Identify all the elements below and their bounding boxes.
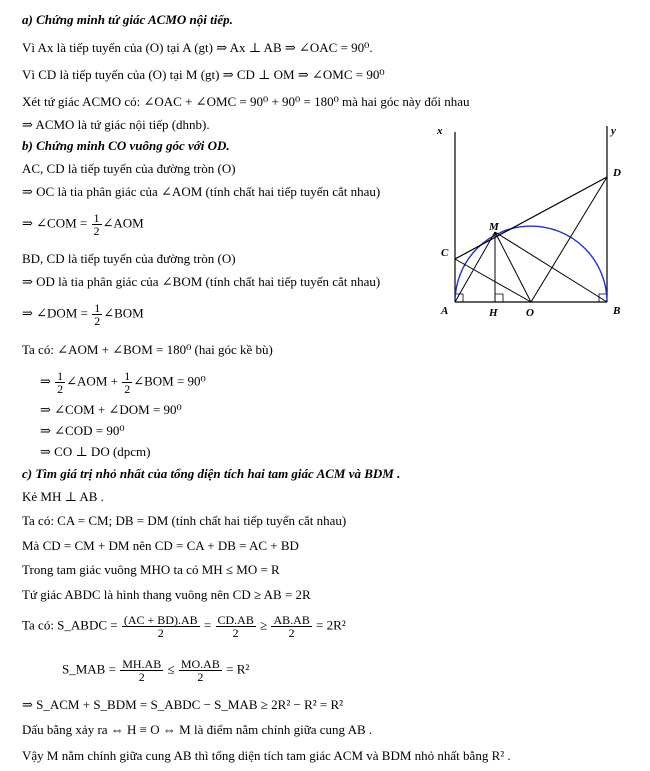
- segment-do: [531, 177, 607, 302]
- text-line: Xét tứ giác ACMO có: ∠OAC + ∠OMC = 90⁰ + 90⁰ = 180⁰ mà hai góc này đối nhau: [22, 94, 470, 109]
- section-heading: b) Chứng minh CO vuông góc với OD.: [22, 138, 230, 153]
- section-heading: a) Chứng minh tứ giác ACMO nội tiếp.: [22, 12, 233, 27]
- formula-half-sum: ⇒ $\frac{1}{2}$ ∠AOM + $\frac{1}{2}$ ∠BOM = 90⁰: [40, 369, 206, 396]
- label-m: M: [489, 221, 499, 233]
- right-angle-h: [495, 294, 503, 302]
- formula-dom: ⇒ ∠DOM = $\frac{1}{2}$ ∠BOM: [22, 301, 144, 328]
- text-line: ⇒ CO ⊥ DO (dpcm): [40, 444, 151, 459]
- label-h: H: [489, 307, 498, 319]
- text-line: Ta có: ∠AOM + ∠BOM = 180⁰ (hai góc kề bù): [22, 342, 273, 357]
- geometry-figure: [425, 122, 640, 322]
- text-line: Vậy M nằm chính giữa cung AB thì tổng diện tích tam giác ACM và BDM nhỏ nhất bằng R² .: [22, 748, 511, 763]
- segment-ma: [455, 232, 495, 302]
- semicircle-o: [455, 226, 607, 302]
- text-line: ⇒ ∠COM + ∠DOM = 90⁰: [40, 402, 182, 417]
- text-line: Tứ giác ABDC là hình thang vuông nên CD ≥ AB = 2R: [22, 587, 311, 602]
- text-line: Vì Ax là tiếp tuyến của (O) tại A (gt) ⇒ Ax ⊥ AB ⇒ ∠OAC = 90⁰.: [22, 40, 373, 55]
- text-line: AC, CD là tiếp tuyến của đường tròn (O): [22, 161, 236, 176]
- text-line: Mà CD = CM + DM nên CD = CA + DB = AC + BD: [22, 538, 299, 553]
- text-line: Kẻ MH ⊥ AB .: [22, 489, 104, 504]
- text-line: Ta có: CA = CM; DB = DM (tính chất hai tiếp tuyến cắt nhau): [22, 513, 347, 528]
- label-d: D: [613, 167, 621, 179]
- section-heading: c) Tìm giá trị nhỏ nhất của tổng diện tích hai tam giác ACM và BDM .: [22, 466, 401, 481]
- label-y: y: [611, 125, 616, 137]
- text-line: BD, CD là tiếp tuyến của đường tròn (O): [22, 251, 236, 266]
- label-x: x: [437, 125, 443, 137]
- text-line: ⇒ OD là tia phân giác của ∠BOM (tính chất hai tiếp tuyến cắt nhau): [22, 274, 381, 289]
- text-line: Vì CD là tiếp tuyến của (O) tại M (gt) ⇒ CD ⊥ OM ⇒ ∠OMC = 90⁰: [22, 67, 385, 82]
- text-line: Trong tam giác vuông MHO ta có MH ≤ MO = R: [22, 562, 280, 577]
- formula-com: ⇒ ∠COM = $\frac{1}{2}$ ∠AOM: [22, 211, 144, 238]
- tangent-cd: [455, 177, 607, 259]
- text-line: ⇒ S_ACM + S_BDM = S_ABDC − S_MAB ≥ 2R² − R² = R²: [22, 697, 344, 712]
- label-o: O: [526, 307, 534, 319]
- text-line: ⇒ ACMO là tứ giác nội tiếp (dhnb).: [22, 117, 210, 132]
- label-b: B: [613, 305, 621, 317]
- label-c: C: [441, 247, 449, 259]
- text-line: Dấu bằng xảy ra ⇔ H ≡ O ⇔ M là điểm nằm chính giữa cung AB .: [22, 722, 373, 737]
- text-line: ⇒ ∠COD = 90⁰: [40, 423, 125, 438]
- text-line: ⇒ OC là tia phân giác của ∠AOM (tính chất hai tiếp tuyến cắt nhau): [22, 184, 381, 199]
- formula-s-abdc: Ta có: S_ABDC = $\frac{(AC + BD).AB}{2}$ = $\frac{CD.AB}{2}$ ≥ $\frac{AB.AB}{2}$ = 2R²: [22, 613, 346, 640]
- formula-s-mab: S_MAB = $\frac{MH.AB}{2}$ ≤ $\frac{MO.AB}{2}$ = R²: [62, 657, 250, 684]
- label-a: A: [441, 305, 449, 317]
